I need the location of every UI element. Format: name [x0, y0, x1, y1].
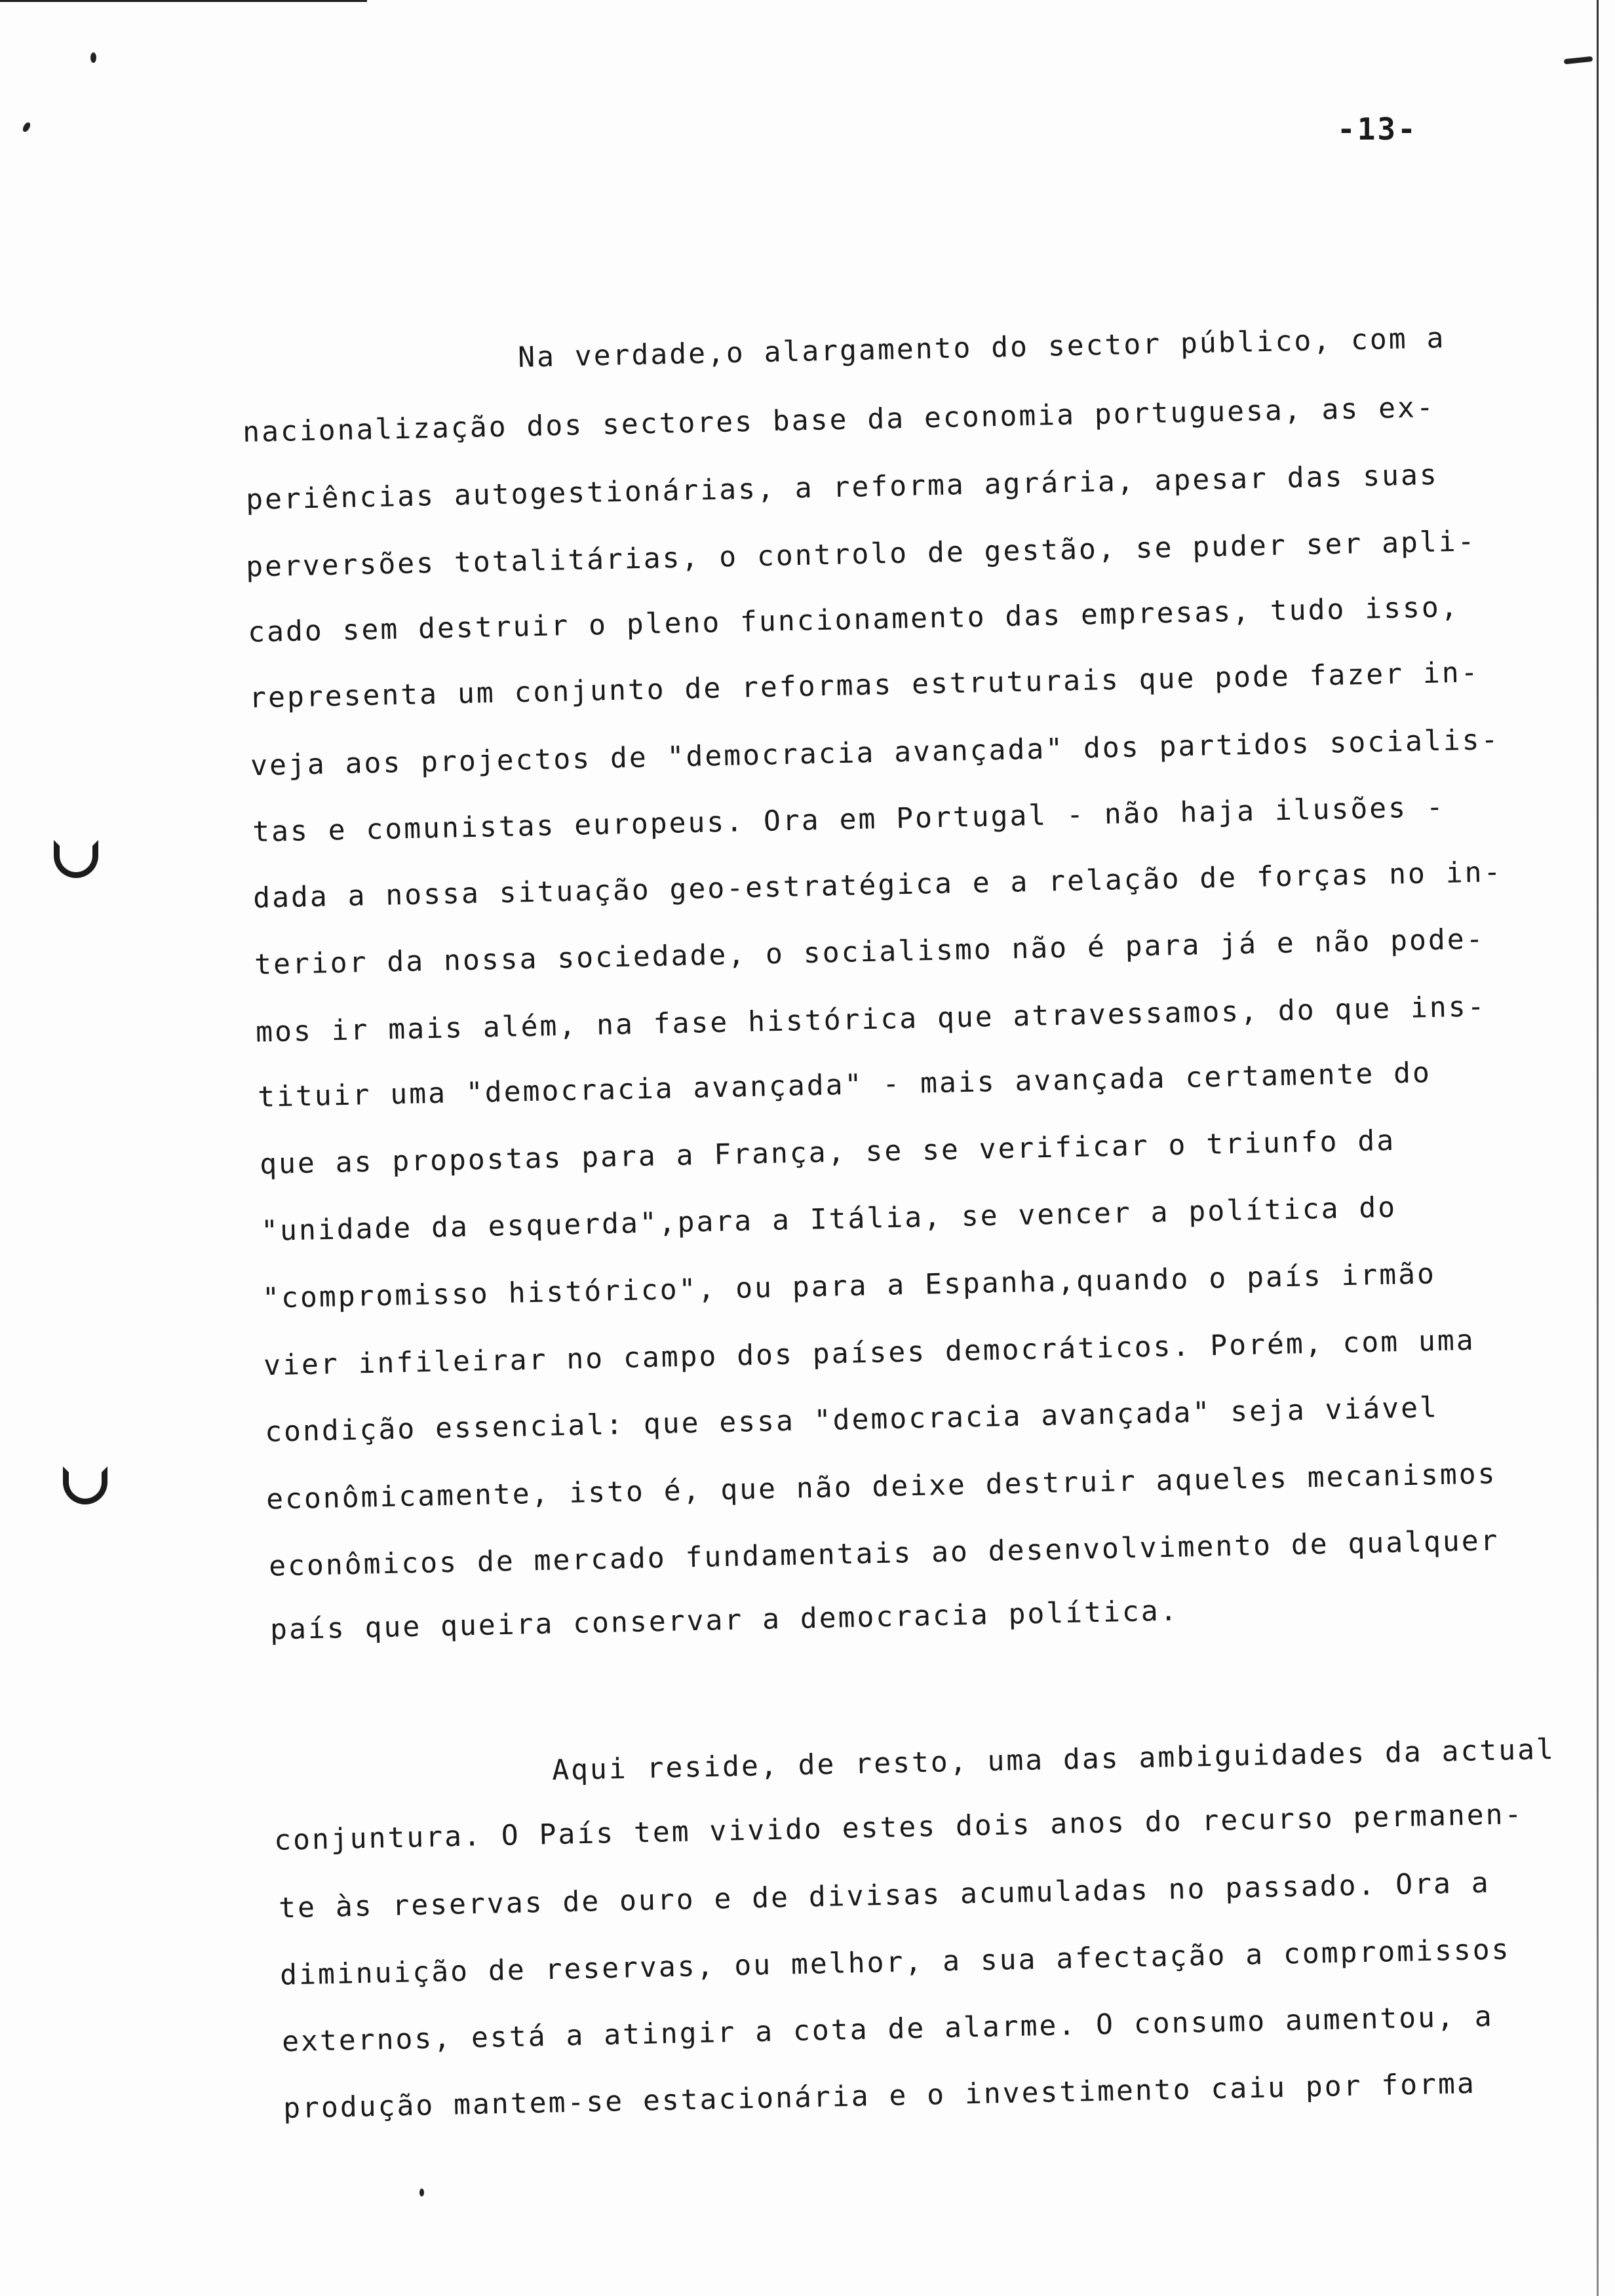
- text-line: diminuição de reservas, ou melhor, a sua afectação a compromissos: [279, 1933, 1511, 1992]
- text-line: "unidade da esquerda",para a Itália, se vencer a política do: [260, 1191, 1397, 1248]
- text-line: que as propostas para a França, se se verificar o triunfo da: [259, 1124, 1396, 1181]
- text-line: produção mantem-se estacionária e o investimento caiu por forma: [282, 2067, 1477, 2126]
- text-line: econômicamente, isto é, que não deixe destruir aqueles mecanismos: [265, 1457, 1498, 1516]
- text-line: Aqui reside, de resto, uma das ambiguidades da actual: [551, 1732, 1556, 1788]
- scan-margin-mark: [1564, 56, 1593, 65]
- text-line: veja aos projectos de "democracia avançada" dos partidos socialis-: [250, 723, 1500, 782]
- text-line: tas e comunistas europeus. Ora em Portugal - não haja ilusões -: [252, 790, 1446, 849]
- text-line: terior da nossa sociedade, o socialismo não é para já e não pode-: [254, 923, 1486, 982]
- binder-hole-top: [54, 840, 98, 878]
- text-line: periências autogestionárias, a reforma agrária, apesar das suas: [245, 458, 1439, 517]
- text-line: te às reservas de ouro e de divisas acumuladas no passado. Ora a: [278, 1866, 1491, 1925]
- page-number: -13-: [1337, 111, 1418, 147]
- text-line: externos, está a atingir a cota de alarme. O consumo aumentou, a: [281, 2000, 1494, 2059]
- scan-speck: [22, 121, 32, 133]
- text-line: condição essencial: que essa "democracia avançada" seja viável: [264, 1391, 1439, 1449]
- text-line: conjuntura. O País tem vivido estes dois anos do recurso permanen-: [273, 1798, 1524, 1857]
- scan-speck: [419, 2189, 424, 2196]
- text-line: país que queira conservar a democracia política.: [269, 1594, 1180, 1647]
- scan-top-edge: [0, 0, 367, 2]
- text-line: mos ir mais além, na fase histórica que atravessamos, do que ins-: [255, 990, 1487, 1049]
- text-line: tituir uma "democracia avançada" - mais avançada certamente do: [257, 1056, 1432, 1114]
- text-line: cado sem destruir o pleno funcionamento das empresas, tudo isso,: [247, 590, 1460, 649]
- text-line: "compromisso histórico", ou para a Espanha,quando o país irmão: [262, 1257, 1437, 1315]
- text-line: dada a nossa situação geo-estratégica e a relação de forças no in-: [252, 856, 1503, 915]
- scan-right-edge: [1597, 0, 1599, 2296]
- text-line: representa um conjunto de reformas estruturais que pode fazer in-: [248, 656, 1481, 715]
- scan-speck: [90, 52, 96, 63]
- text-line: nacionalização dos sectores base da economia portuguesa, as ex-: [242, 391, 1436, 450]
- text-line: perversões totalitárias, o controlo de gestão, se puder ser apli-: [245, 525, 1477, 584]
- text-line: Na verdade,o alargamento do sector público, com a: [517, 322, 1446, 374]
- text-line: vier infileirar no campo dos países democráticos. Porém, com uma: [263, 1324, 1476, 1383]
- binder-hole-bottom: [63, 1466, 107, 1504]
- text-line: econômicos de mercado fundamentais ao desenvolvimento de qualquer: [268, 1524, 1500, 1583]
